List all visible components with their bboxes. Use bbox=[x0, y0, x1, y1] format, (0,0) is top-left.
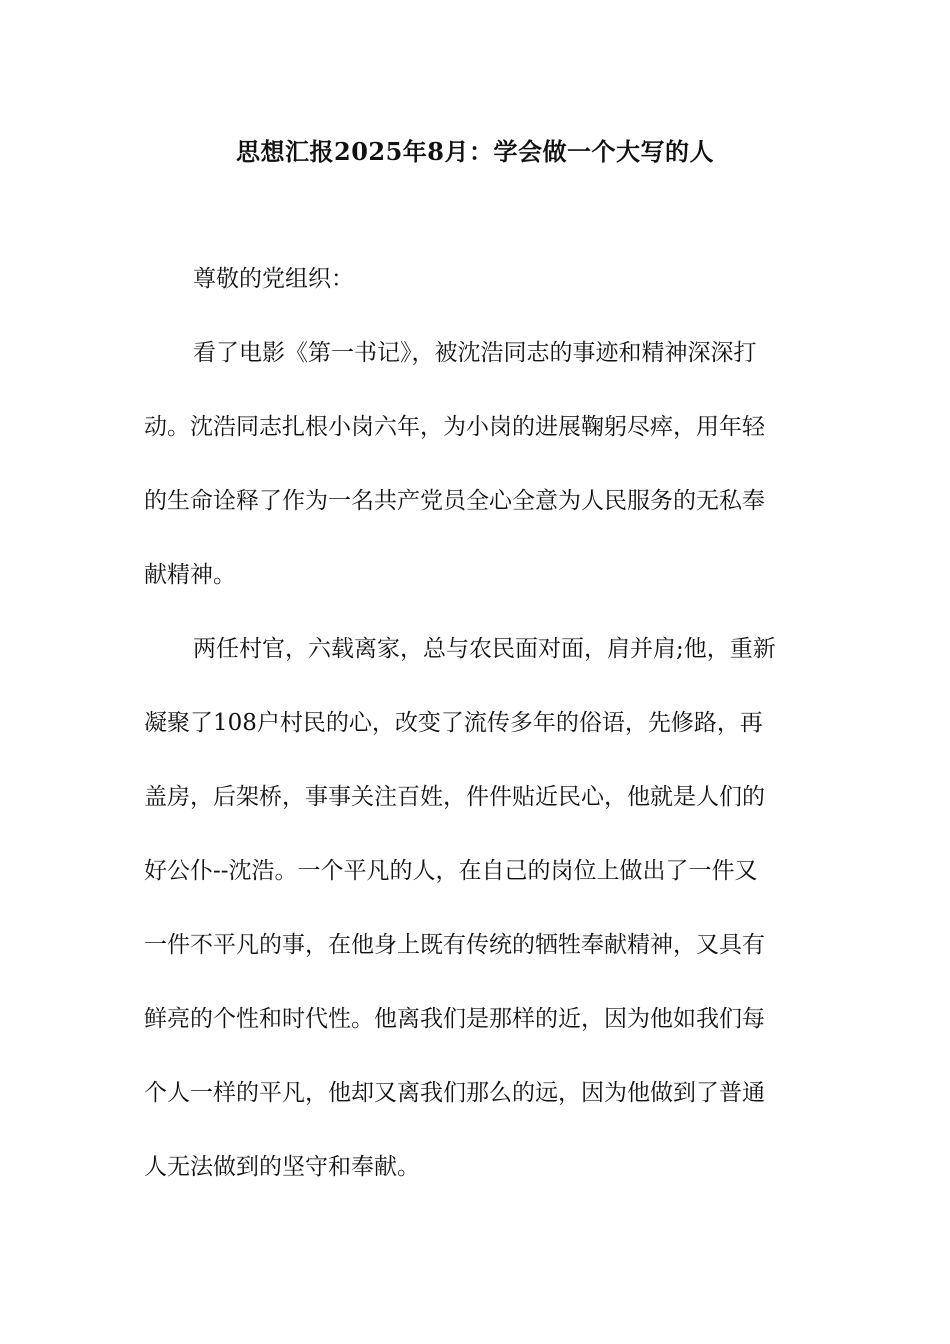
paragraph-2-line-2: 凝聚了108户村民的心，改变了流传多年的俗语，先修路，再 bbox=[144, 710, 763, 736]
paragraph-2-line-8: 人无法做到的坚守和奉献。 bbox=[144, 1154, 420, 1180]
salutation: 尊敬的党组织： bbox=[193, 266, 354, 292]
document-title: 思想汇报2025年8月：学会做一个大写的人 bbox=[236, 137, 714, 166]
paragraph-2-line-6: 鲜亮的个性和时代性。他离我们是那样的近，因为他如我们每 bbox=[144, 1006, 765, 1032]
paragraph-1-line-2: 动。沈浩同志扎根小岗六年，为小岗的进展鞠躬尽瘁，用年轻 bbox=[144, 414, 765, 440]
paragraph-1-line-4: 献精神。 bbox=[144, 562, 236, 588]
paragraph-2-line-1: 两任村官，六载离家，总与农民面对面，肩并肩;他，重新 bbox=[193, 636, 776, 662]
paragraph-2-line-5: 一件不平凡的事，在他身上既有传统的牺牲奉献精神，又具有 bbox=[144, 932, 765, 958]
paragraph-1-line-1: 看了电影《第一书记》，被沈浩同志的事迹和精神深深打 bbox=[193, 340, 757, 366]
paragraph-2-line-4: 好公仆--沈浩。一个平凡的人，在自己的岗位上做出了一件又 bbox=[144, 858, 758, 884]
paragraph-1-line-3: 的生命诠释了作为一名共产党员全心全意为人民服务的无私奉 bbox=[144, 488, 765, 514]
paragraph-2-line-3: 盖房，后架桥，事事关注百姓，件件贴近民心，他就是人们的 bbox=[144, 784, 765, 810]
paragraph-2-line-7: 个人一样的平凡，他却又离我们那么的远，因为他做到了普通 bbox=[144, 1080, 765, 1106]
